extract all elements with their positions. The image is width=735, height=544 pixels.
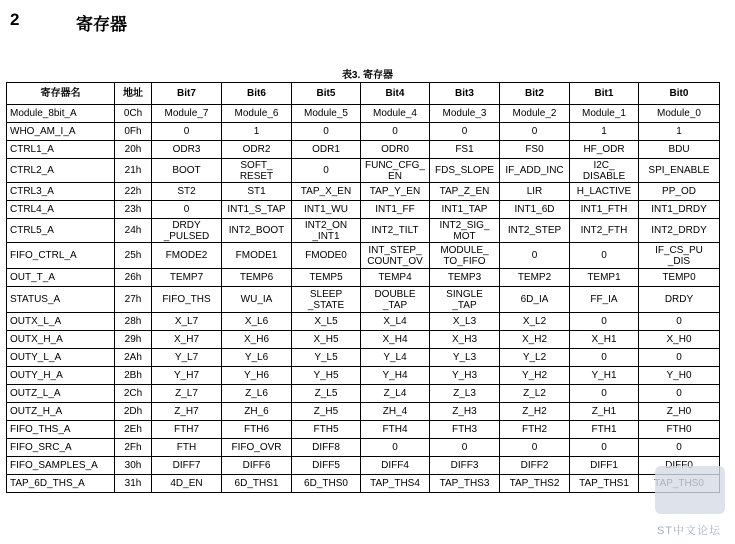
bit-cell: 0 xyxy=(570,243,639,269)
bit-cell: SINGLE _TAP xyxy=(430,287,500,313)
bit-cell: IF_ADD_INC xyxy=(500,159,570,183)
address-cell: 2Ah xyxy=(115,349,152,367)
bit-cell: Z_H1 xyxy=(570,403,639,421)
bit-cell: ZH_6 xyxy=(222,403,292,421)
bit-cell: MODULE_ TO_FIFO xyxy=(430,243,500,269)
table-row xyxy=(7,105,720,123)
bit-cell: 0 xyxy=(430,439,500,457)
bit-cell: Y_H2 xyxy=(500,367,570,385)
table-row xyxy=(7,421,720,439)
address-cell: 26h xyxy=(115,269,152,287)
table-row xyxy=(7,123,720,141)
bit-cell: TAP_X_EN xyxy=(292,183,361,201)
table-row xyxy=(7,287,720,313)
address-cell: 0Ch xyxy=(115,105,152,123)
bit-cell: INT_STEP_ COUNT_OV xyxy=(361,243,430,269)
bit-cell: FF_IA xyxy=(570,287,639,313)
bit-cell: Module_7 xyxy=(152,105,222,123)
bit-cell: Y_L2 xyxy=(500,349,570,367)
bit-cell: HF_ODR xyxy=(570,141,639,159)
bit-cell: Module_3 xyxy=(430,105,500,123)
bit-cell: X_L7 xyxy=(152,313,222,331)
bit-cell: 6D_THS0 xyxy=(292,475,361,493)
bit-cell: BOOT xyxy=(152,159,222,183)
column-header: Bit2 xyxy=(500,83,570,105)
bit-cell: FUNC_CFG_ EN xyxy=(361,159,430,183)
column-header: Bit1 xyxy=(570,83,639,105)
bit-cell: 0 xyxy=(570,439,639,457)
address-cell: 2Eh xyxy=(115,421,152,439)
bit-cell: INT2_SIG_ MOT xyxy=(430,219,500,243)
bit-cell: 0 xyxy=(292,123,361,141)
bit-cell: DIFF2 xyxy=(500,457,570,475)
bit-cell: DIFF5 xyxy=(292,457,361,475)
bit-cell: DIFF8 xyxy=(292,439,361,457)
bit-cell: FDS_SLOPE xyxy=(430,159,500,183)
bit-cell: TAP_THS1 xyxy=(570,475,639,493)
bit-cell: FTH4 xyxy=(361,421,430,439)
bit-cell: FTH5 xyxy=(292,421,361,439)
bit-cell: TAP_THS2 xyxy=(500,475,570,493)
watermark-logo-icon xyxy=(655,466,725,514)
register-name-cell: OUTZ_L_A xyxy=(7,385,115,403)
bit-cell: X_H4 xyxy=(361,331,430,349)
bit-cell: DIFF4 xyxy=(361,457,430,475)
bit-cell: 0 xyxy=(639,439,720,457)
bit-cell: DRDY xyxy=(639,287,720,313)
bit-cell: INT2_STEP xyxy=(500,219,570,243)
bit-cell: 0 xyxy=(570,385,639,403)
bit-cell: Z_H2 xyxy=(500,403,570,421)
table-row xyxy=(7,367,720,385)
bit-cell: DIFF3 xyxy=(430,457,500,475)
table-row xyxy=(7,141,720,159)
table-header-row xyxy=(7,83,720,105)
bit-cell: TEMP4 xyxy=(361,269,430,287)
table-caption: 表3. 寄存器 xyxy=(341,70,394,81)
bit-cell: 6D_IA xyxy=(500,287,570,313)
column-header: Bit7 xyxy=(152,83,222,105)
column-header: 寄存器名 xyxy=(7,83,115,105)
bit-cell: PP_OD xyxy=(639,183,720,201)
bit-cell: ODR1 xyxy=(292,141,361,159)
register-table xyxy=(6,82,720,493)
bit-cell: Z_H7 xyxy=(152,403,222,421)
register-name-cell: STATUS_A xyxy=(7,287,115,313)
bit-cell: SOFT_ RESET xyxy=(222,159,292,183)
address-cell: 2Dh xyxy=(115,403,152,421)
section-title: 寄存器 xyxy=(76,15,127,34)
table-row xyxy=(7,475,720,493)
bit-cell: X_H3 xyxy=(430,331,500,349)
bit-cell: Z_L2 xyxy=(500,385,570,403)
table-row xyxy=(7,201,720,219)
bit-cell: 0 xyxy=(500,243,570,269)
bit-cell: X_H7 xyxy=(152,331,222,349)
table-row xyxy=(7,331,720,349)
bit-cell: 0 xyxy=(361,123,430,141)
bit-cell: X_L4 xyxy=(361,313,430,331)
table-row xyxy=(7,385,720,403)
bit-cell: DIFF6 xyxy=(222,457,292,475)
bit-cell: Y_L3 xyxy=(430,349,500,367)
bit-cell: INT1_TAP xyxy=(430,201,500,219)
bit-cell: SLEEP _STATE xyxy=(292,287,361,313)
bit-cell: Y_L6 xyxy=(222,349,292,367)
address-cell: 28h xyxy=(115,313,152,331)
bit-cell: ODR2 xyxy=(222,141,292,159)
bit-cell: FTH0 xyxy=(639,421,720,439)
register-name-cell: Module_8bit_A xyxy=(7,105,115,123)
bit-cell: 6D_THS1 xyxy=(222,475,292,493)
bit-cell: TAP_THS3 xyxy=(430,475,500,493)
bit-cell: Z_L5 xyxy=(292,385,361,403)
bit-cell: 0 xyxy=(500,123,570,141)
bit-cell: TEMP5 xyxy=(292,269,361,287)
address-cell: 20h xyxy=(115,141,152,159)
bit-cell: 1 xyxy=(639,123,720,141)
bit-cell: WU_IA xyxy=(222,287,292,313)
bit-cell: 1 xyxy=(570,123,639,141)
bit-cell: I2C_ DISABLE xyxy=(570,159,639,183)
bit-cell: ST2 xyxy=(152,183,222,201)
bit-cell: FTH2 xyxy=(500,421,570,439)
bit-cell: INT2_BOOT xyxy=(222,219,292,243)
bit-cell: 0 xyxy=(639,385,720,403)
bit-cell: INT2_FTH xyxy=(570,219,639,243)
bit-cell: TEMP6 xyxy=(222,269,292,287)
bit-cell: TAP_Y_EN xyxy=(361,183,430,201)
bit-cell: FS1 xyxy=(430,141,500,159)
address-cell: 2Ch xyxy=(115,385,152,403)
bit-cell: SPI_ENABLE xyxy=(639,159,720,183)
address-cell: 27h xyxy=(115,287,152,313)
register-name-cell: FIFO_SAMPLES_A xyxy=(7,457,115,475)
bit-cell: DOUBLE _TAP xyxy=(361,287,430,313)
bit-cell: BDU xyxy=(639,141,720,159)
bit-cell: 0 xyxy=(570,313,639,331)
bit-cell: X_H6 xyxy=(222,331,292,349)
register-name-cell: OUTX_H_A xyxy=(7,331,115,349)
bit-cell: INT1_WU xyxy=(292,201,361,219)
bit-cell: X_L3 xyxy=(430,313,500,331)
bit-cell: Z_L4 xyxy=(361,385,430,403)
bit-cell: INT2_TILT xyxy=(361,219,430,243)
bit-cell: FMODE1 xyxy=(222,243,292,269)
register-name-cell: TAP_6D_THS_A xyxy=(7,475,115,493)
bit-cell: X_H1 xyxy=(570,331,639,349)
bit-cell: Z_L7 xyxy=(152,385,222,403)
column-header: Bit3 xyxy=(430,83,500,105)
register-name-cell: OUT_T_A xyxy=(7,269,115,287)
bit-cell: FTH xyxy=(152,439,222,457)
bit-cell: 0 xyxy=(152,201,222,219)
bit-cell: ST1 xyxy=(222,183,292,201)
bit-cell: FMODE2 xyxy=(152,243,222,269)
table-row xyxy=(7,457,720,475)
bit-cell: Module_6 xyxy=(222,105,292,123)
register-name-cell: OUTX_L_A xyxy=(7,313,115,331)
bit-cell: X_L6 xyxy=(222,313,292,331)
bit-cell: INT1_FF xyxy=(361,201,430,219)
watermark xyxy=(645,464,735,544)
bit-cell: FTH7 xyxy=(152,421,222,439)
bit-cell: INT1_S_TAP xyxy=(222,201,292,219)
bit-cell: 0 xyxy=(500,439,570,457)
bit-cell: TAP_Z_EN xyxy=(430,183,500,201)
bit-cell: FTH1 xyxy=(570,421,639,439)
column-header: 地址 xyxy=(115,83,152,105)
bit-cell: DRDY _PULSED xyxy=(152,219,222,243)
bit-cell: Y_H7 xyxy=(152,367,222,385)
column-header: Bit5 xyxy=(292,83,361,105)
address-cell: 29h xyxy=(115,331,152,349)
register-name-cell: FIFO_SRC_A xyxy=(7,439,115,457)
bit-cell: Y_H5 xyxy=(292,367,361,385)
register-name-cell: CTRL4_A xyxy=(7,201,115,219)
bit-cell: X_H5 xyxy=(292,331,361,349)
bit-cell: Z_H3 xyxy=(430,403,500,421)
register-name-cell: CTRL3_A xyxy=(7,183,115,201)
bit-cell: 0 xyxy=(361,439,430,457)
column-header: Bit0 xyxy=(639,83,720,105)
bit-cell: Y_H3 xyxy=(430,367,500,385)
table-row xyxy=(7,439,720,457)
watermark-text: ST中文论坛 xyxy=(656,525,721,537)
register-name-cell: CTRL2_A xyxy=(7,159,115,183)
register-name-cell: CTRL5_A xyxy=(7,219,115,243)
bit-cell: 0 xyxy=(639,313,720,331)
bit-cell: Module_4 xyxy=(361,105,430,123)
address-cell: 2Fh xyxy=(115,439,152,457)
address-cell: 21h xyxy=(115,159,152,183)
bit-cell: FMODE0 xyxy=(292,243,361,269)
bit-cell: 0 xyxy=(152,123,222,141)
bit-cell: Y_H6 xyxy=(222,367,292,385)
register-name-cell: CTRL1_A xyxy=(7,141,115,159)
register-name-cell: OUTY_H_A xyxy=(7,367,115,385)
table-row xyxy=(7,349,720,367)
register-name-cell: OUTY_L_A xyxy=(7,349,115,367)
bit-cell: INT2_ON _INT1 xyxy=(292,219,361,243)
bit-cell: FIFO_THS xyxy=(152,287,222,313)
bit-cell: Module_5 xyxy=(292,105,361,123)
bit-cell: 0 xyxy=(639,349,720,367)
address-cell: 24h xyxy=(115,219,152,243)
address-cell: 31h xyxy=(115,475,152,493)
bit-cell: ODR0 xyxy=(361,141,430,159)
column-header: Bit6 xyxy=(222,83,292,105)
bit-cell: INT1_DRDY xyxy=(639,201,720,219)
table-row xyxy=(7,243,720,269)
bit-cell: Z_H5 xyxy=(292,403,361,421)
register-name-cell: FIFO_CTRL_A xyxy=(7,243,115,269)
bit-cell: TEMP0 xyxy=(639,269,720,287)
address-cell: 2Bh xyxy=(115,367,152,385)
bit-cell: H_LACTIVE xyxy=(570,183,639,201)
table-row xyxy=(7,159,720,183)
register-name-cell: WHO_AM_I_A xyxy=(7,123,115,141)
bit-cell: Z_H0 xyxy=(639,403,720,421)
bit-cell: X_H2 xyxy=(500,331,570,349)
address-cell: 25h xyxy=(115,243,152,269)
table-row xyxy=(7,269,720,287)
bit-cell: INT1_6D xyxy=(500,201,570,219)
address-cell: 30h xyxy=(115,457,152,475)
table-row xyxy=(7,403,720,421)
table-row xyxy=(7,183,720,201)
bit-cell: Y_H0 xyxy=(639,367,720,385)
bit-cell: X_H0 xyxy=(639,331,720,349)
bit-cell: 0 xyxy=(430,123,500,141)
section-heading xyxy=(0,8,735,34)
bit-cell: IF_CS_PU _DIS xyxy=(639,243,720,269)
bit-cell: TEMP7 xyxy=(152,269,222,287)
bit-cell: ZH_4 xyxy=(361,403,430,421)
table-row xyxy=(7,313,720,331)
bit-cell: TEMP1 xyxy=(570,269,639,287)
bit-cell: 0 xyxy=(570,349,639,367)
bit-cell: Module_1 xyxy=(570,105,639,123)
bit-cell: 0 xyxy=(292,159,361,183)
bit-cell: Z_L6 xyxy=(222,385,292,403)
address-cell: 0Fh xyxy=(115,123,152,141)
bit-cell: Y_H1 xyxy=(570,367,639,385)
bit-cell: FIFO_OVR xyxy=(222,439,292,457)
section-number: 2 xyxy=(10,10,20,29)
bit-cell: FTH3 xyxy=(430,421,500,439)
bit-cell: Y_L7 xyxy=(152,349,222,367)
bit-cell: Z_L3 xyxy=(430,385,500,403)
bit-cell: X_L2 xyxy=(500,313,570,331)
register-name-cell: OUTZ_H_A xyxy=(7,403,115,421)
bit-cell: 1 xyxy=(222,123,292,141)
bit-cell: LIR xyxy=(500,183,570,201)
column-header: Bit4 xyxy=(361,83,430,105)
bit-cell: 4D_EN xyxy=(152,475,222,493)
bit-cell: DIFF7 xyxy=(152,457,222,475)
address-cell: 23h xyxy=(115,201,152,219)
bit-cell: TEMP3 xyxy=(430,269,500,287)
bit-cell: FTH6 xyxy=(222,421,292,439)
bit-cell: X_L5 xyxy=(292,313,361,331)
bit-cell: Module_2 xyxy=(500,105,570,123)
bit-cell: DIFF1 xyxy=(570,457,639,475)
register-name-cell: FIFO_THS_A xyxy=(7,421,115,439)
bit-cell: ODR3 xyxy=(152,141,222,159)
bit-cell: Y_H4 xyxy=(361,367,430,385)
bit-cell: INT1_FTH xyxy=(570,201,639,219)
bit-cell: Y_L5 xyxy=(292,349,361,367)
table-row xyxy=(7,219,720,243)
bit-cell: TAP_THS4 xyxy=(361,475,430,493)
bit-cell: Y_L4 xyxy=(361,349,430,367)
address-cell: 22h xyxy=(115,183,152,201)
bit-cell: Module_0 xyxy=(639,105,720,123)
bit-cell: TEMP2 xyxy=(500,269,570,287)
bit-cell: INT2_DRDY xyxy=(639,219,720,243)
bit-cell: FS0 xyxy=(500,141,570,159)
